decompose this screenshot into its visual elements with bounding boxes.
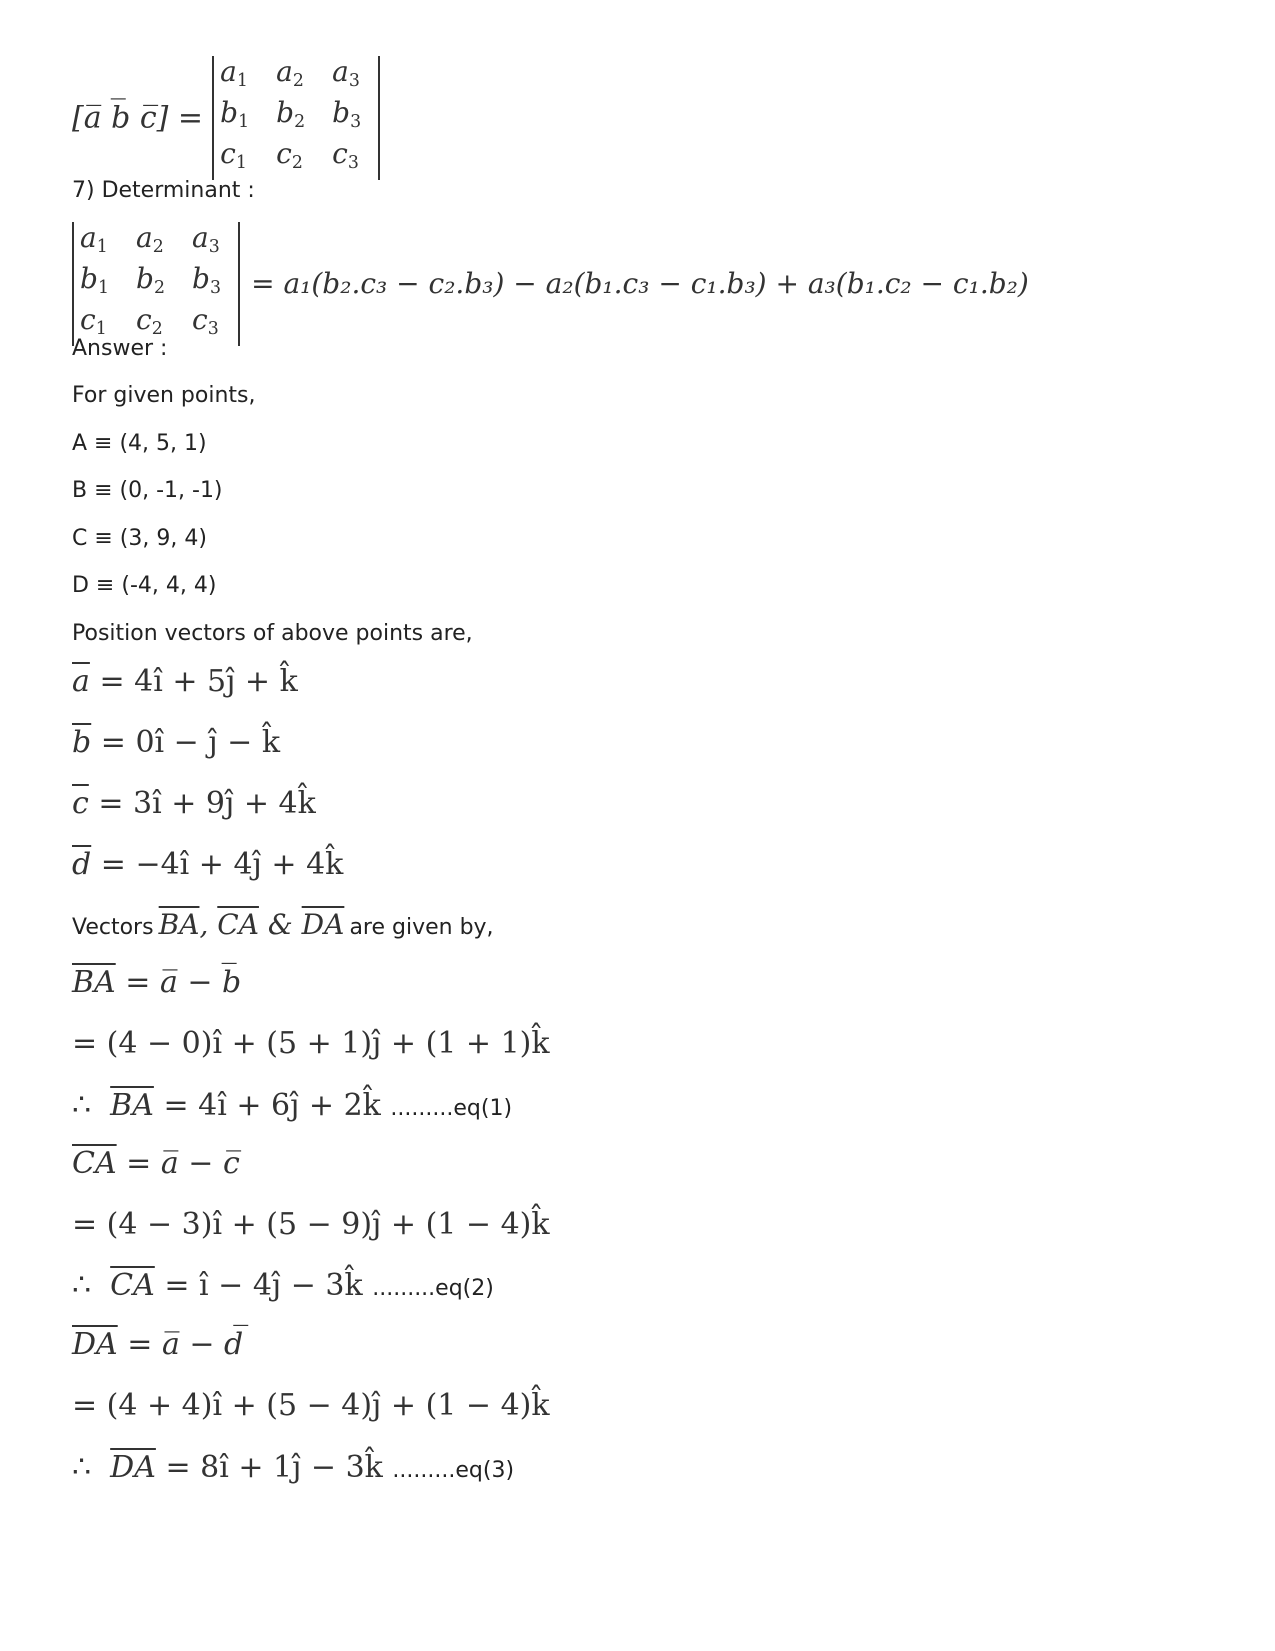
point-c: C ≡ (3, 9, 4) (72, 526, 207, 551)
ca-expansion: = (4 − 3)î + (5 − 9)ĵ + (1 − 4)k̂ (72, 1207, 550, 1242)
triple-product-lhs: [a̅ b̅ c̅] = (72, 100, 204, 136)
det-cell: $c_1$ (80, 303, 107, 340)
given-points-intro: For given points, (72, 383, 256, 408)
det-cell: $b_1$ (80, 262, 109, 299)
position-vectors-intro: Position vectors of above points are, (72, 621, 473, 646)
det-cell: $a_3$ (192, 221, 220, 258)
det-cell: $b_1$ (220, 96, 250, 133)
det-cell: $c_3$ (332, 137, 359, 174)
determinant-expansion (72, 222, 1029, 346)
det-cell: $a_1$ (80, 221, 108, 258)
section-heading: 7) Determinant : (72, 178, 255, 203)
answer-label: Answer : (72, 336, 168, 361)
position-vector-d: $\overline{d}$ = −4î + 4ĵ + 4k̂ (72, 847, 344, 882)
eq-label: .........eq(1) (390, 1096, 513, 1121)
det-cell: $a_2$ (276, 55, 304, 92)
det-cell: $a_3$ (332, 55, 360, 92)
det-cell: $c_2$ (136, 303, 163, 340)
triple-product-determinant (212, 56, 380, 180)
point-a: A ≡ (4, 5, 1) (72, 431, 207, 456)
det-cell: $a_2$ (136, 221, 164, 258)
det-cell: $a_1$ (220, 55, 248, 92)
general-determinant (72, 222, 240, 346)
det-cell: $b_3$ (332, 96, 362, 133)
point-b: B ≡ (0, -1, -1) (72, 478, 223, 503)
det-cell: $b_2$ (276, 96, 306, 133)
ba-definition: $\overline{BA}$ = a̅ − b̅ (72, 965, 242, 1000)
ba-result: ∴ $\overline{BA}$ = 4î + 6ĵ + 2k̂ .........eq(1) (72, 1088, 513, 1123)
det-cell: $b_3$ (192, 262, 221, 299)
da-result: ∴ $\overline{DA}$ = 8î + 1ĵ − 3k̂ .........eq(3) (72, 1450, 515, 1485)
eq-label: .........eq(2) (372, 1276, 494, 1301)
expansion-formula: = a₁(b₂.c₃ − c₂.b₃) − a₂(b₁.c₃ − c₁.b₃) + a₃(b₁.c₂ − c₁.b₂) (251, 267, 1029, 301)
det-cell: $c_2$ (276, 137, 303, 174)
da-definition: $\overline{DA}$ = a̅ − d̅ (72, 1327, 244, 1362)
eq-label: .........eq(3) (392, 1458, 515, 1483)
position-vector-b: $\overline{b}$ = 0î − ĵ − k̂ (72, 725, 281, 760)
position-vector-c: $\overline{c}$ = 3î + 9ĵ + 4k̂ (72, 786, 316, 821)
vectors-intro: Vectors $\overline{BA}$, $\overline{CA}$ & $\overline{DA}$ are given by, (72, 908, 494, 941)
ba-expansion: = (4 − 0)î + (5 + 1)ĵ + (1 + 1)k̂ (72, 1026, 550, 1061)
det-cell: $c_1$ (220, 137, 247, 174)
det-cell: $c_3$ (192, 303, 219, 340)
ca-definition: $\overline{CA}$ = a̅ − c̅ (72, 1146, 240, 1181)
det-cell: $b_2$ (136, 262, 165, 299)
position-vector-a: $\overline{a}$ = 4î + 5ĵ + k̂ (72, 664, 298, 699)
da-expansion: = (4 + 4)î + (5 − 4)ĵ + (1 − 4)k̂ (72, 1388, 550, 1423)
triple-product-definition (72, 56, 380, 180)
point-d: D ≡ (-4, 4, 4) (72, 573, 217, 598)
ca-result: ∴ $\overline{CA}$ = î − 4ĵ − 3k̂ .........eq(2) (72, 1268, 494, 1303)
